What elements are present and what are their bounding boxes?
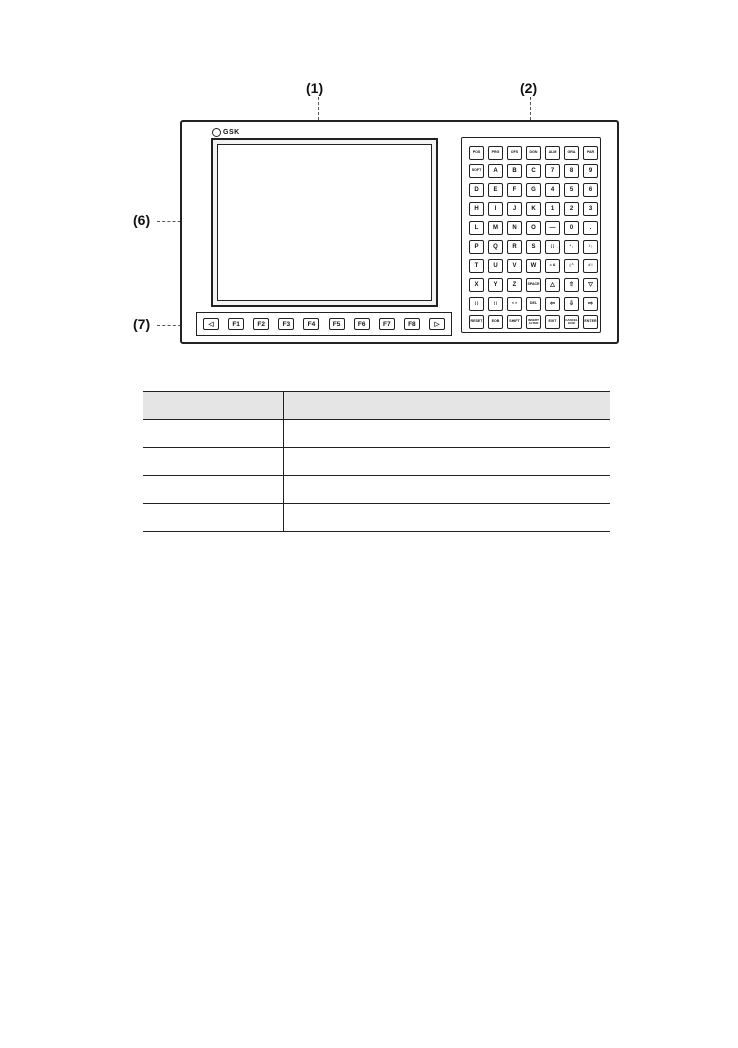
keypad-key[interactable]: E xyxy=(488,183,503,197)
table-cell xyxy=(143,448,284,476)
keypad-key[interactable]: 8 xyxy=(564,164,579,178)
table-row xyxy=(143,448,610,476)
keypad-key[interactable]: 2 xyxy=(564,202,579,216)
keypad-key[interactable]: EXIT xyxy=(545,315,560,329)
page-left-key[interactable]: ◁ xyxy=(203,318,219,330)
keypad-key[interactable]: B xyxy=(507,164,522,178)
keypad-key[interactable]: 4 xyxy=(545,183,560,197)
keypad-key[interactable]: — xyxy=(545,221,560,235)
keypad-key[interactable]: ⇩ xyxy=(564,297,579,311)
keypad-key[interactable]: ENTER xyxy=(583,315,598,329)
keypad-key[interactable]: H xyxy=(469,202,484,216)
keypad-key[interactable]: < > xyxy=(507,297,522,311)
keypad-key[interactable]: 3 xyxy=(583,202,598,216)
function-key[interactable]: F3 xyxy=(278,318,294,330)
keypad-key[interactable]: { } xyxy=(469,297,484,311)
keypad-key[interactable]: = & xyxy=(545,259,560,273)
function-key-strip xyxy=(196,312,452,336)
keypad-key[interactable]: RESET xyxy=(469,315,484,329)
table-cell xyxy=(284,476,611,504)
keypad-key[interactable]: N xyxy=(507,221,522,235)
keypad-key[interactable]: PRG xyxy=(488,146,503,160)
callout-handle: (6) xyxy=(133,212,151,228)
keypad-key[interactable]: R xyxy=(507,240,522,254)
keypad-key[interactable]: POS xyxy=(469,146,484,160)
keypad-key[interactable]: 9 xyxy=(583,164,598,178)
keypad-key[interactable]: K xyxy=(526,202,541,216)
table-row xyxy=(143,504,610,532)
keypad-key[interactable]: T xyxy=(469,259,484,273)
keypad-key[interactable]: Q xyxy=(488,240,503,254)
keypad-key[interactable]: ⇦ xyxy=(545,297,560,311)
keypad-key[interactable]: Z xyxy=(507,278,522,292)
keypad-key[interactable]: EOB xyxy=(488,315,503,329)
lcd-screen xyxy=(211,138,438,307)
keypad-key[interactable]: ▽ xyxy=(583,278,598,292)
lcd-display-area xyxy=(217,144,432,301)
keypad-key[interactable]: ( ) xyxy=(488,297,503,311)
table-cell xyxy=(284,420,611,448)
table-header-cell xyxy=(143,392,284,420)
callout-screen: (1) xyxy=(306,80,324,96)
table-cell xyxy=(143,504,284,532)
keypad-key[interactable]: SHIFT xyxy=(507,315,522,329)
keypad-key[interactable]: J xyxy=(507,202,522,216)
table-cell xyxy=(284,504,611,532)
keypad-key[interactable]: / ; xyxy=(583,240,598,254)
keypad-key[interactable]: S xyxy=(526,240,541,254)
function-key[interactable]: F8 xyxy=(404,318,420,330)
keypad-key[interactable]: C xyxy=(526,164,541,178)
keypad-key[interactable]: ALM xyxy=(545,146,560,160)
keypad-key[interactable]: V xyxy=(507,259,522,273)
table-cell xyxy=(284,448,611,476)
function-key[interactable]: F6 xyxy=(354,318,370,330)
keypad-key[interactable]: SOFT xyxy=(469,164,484,178)
keypad-key[interactable]: △ xyxy=(545,278,560,292)
keypad-key[interactable]: A xyxy=(488,164,503,178)
keypad-key[interactable]: P xyxy=(469,240,484,254)
table-cell xyxy=(143,420,284,448)
keypad-key[interactable]: SPACE xyxy=(526,278,541,292)
table-row xyxy=(143,420,610,448)
keypad-key[interactable]: L xyxy=(469,221,484,235)
keypad-key[interactable]: . xyxy=(583,221,598,235)
keypad-key[interactable]: ⇨ xyxy=(583,297,598,311)
logo-text: GSK xyxy=(223,128,240,136)
keypad-key[interactable]: X xyxy=(469,278,484,292)
brand-logo xyxy=(212,127,240,137)
function-key[interactable]: F5 xyxy=(329,318,345,330)
callout-function-keys: (7) xyxy=(133,316,151,332)
keypad-key[interactable]: D xyxy=(469,183,484,197)
function-key[interactable]: F2 xyxy=(253,318,269,330)
keypad-key[interactable]: F xyxy=(507,183,522,197)
keypad-key[interactable]: [ ] xyxy=(545,240,560,254)
keypad-key[interactable]: PAR xyxy=(583,146,598,160)
page-right-key[interactable]: ▷ xyxy=(429,318,445,330)
keypad-key[interactable]: 5 xyxy=(564,183,579,197)
table-row xyxy=(143,476,610,504)
function-key[interactable]: F7 xyxy=(379,318,395,330)
description-table xyxy=(143,391,610,532)
keypad-key[interactable]: I xyxy=(488,202,503,216)
keypad-key[interactable]: DEL xyxy=(526,297,541,311)
keypad xyxy=(461,137,601,333)
keypad-key[interactable]: GRA xyxy=(564,146,579,160)
keypad-key[interactable]: Y xyxy=(488,278,503,292)
function-key[interactable]: F4 xyxy=(303,318,319,330)
keypad-key[interactable]: ⇧ xyxy=(564,278,579,292)
keypad-key[interactable]: O xyxy=(526,221,541,235)
logo-mark-icon xyxy=(212,128,221,137)
table-header-cell xyxy=(284,392,611,420)
callout-keypad: (2) xyxy=(520,80,538,96)
keypad-key[interactable]: DGN xyxy=(526,146,541,160)
keypad-key[interactable]: 1 xyxy=(545,202,560,216)
keypad-key[interactable]: CANCEL EOB xyxy=(564,315,579,329)
keypad-key[interactable]: 0 xyxy=(564,221,579,235)
keypad-key[interactable]: W xyxy=(526,259,541,273)
keypad-key[interactable]: OFS xyxy=(507,146,522,160)
keypad-key[interactable]: U xyxy=(488,259,503,273)
table-cell xyxy=(143,476,284,504)
keypad-key[interactable]: INSERT ALTER xyxy=(526,315,541,329)
keypad-key[interactable]: G xyxy=(526,183,541,197)
keypad-key[interactable]: * , xyxy=(564,240,579,254)
keypad-key[interactable]: 7 xyxy=(545,164,560,178)
keypad-key[interactable]: M xyxy=(488,221,503,235)
keypad-key[interactable]: | ^ xyxy=(564,259,579,273)
table-header-row xyxy=(143,392,610,420)
function-key[interactable]: F1 xyxy=(228,318,244,330)
keypad-key[interactable]: 6 xyxy=(583,183,598,197)
keypad-key[interactable]: # ! xyxy=(583,259,598,273)
